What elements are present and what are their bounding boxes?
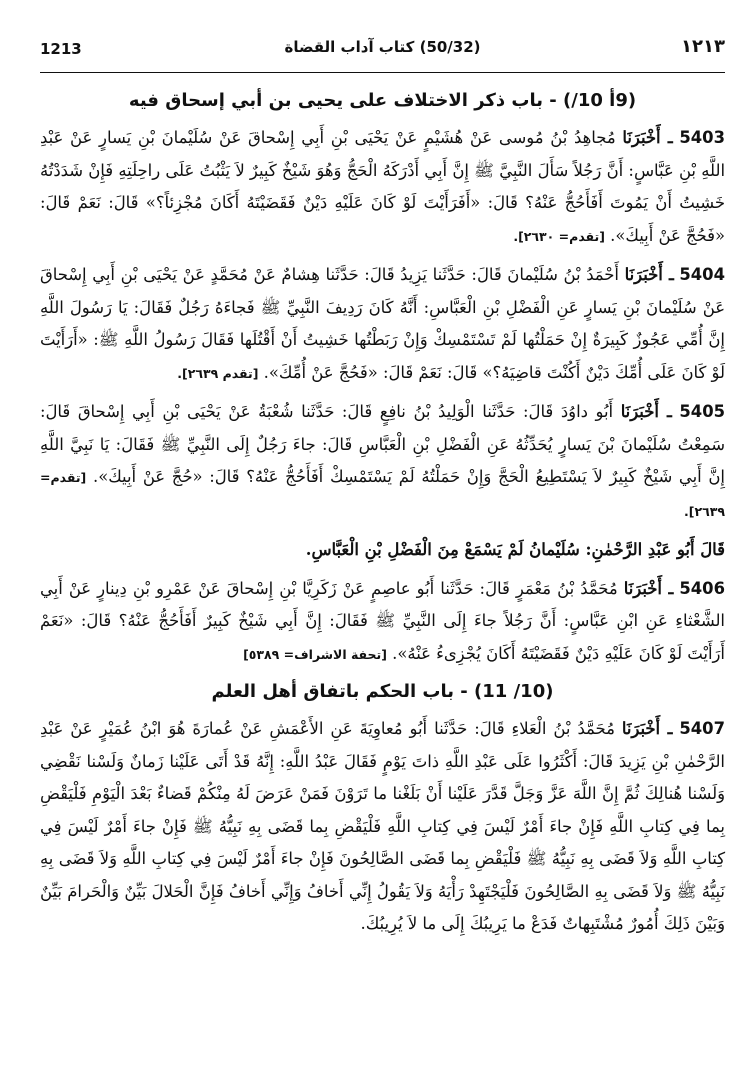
cross-reference: [تقدم= ٢٦٣٠]. [513, 228, 605, 244]
page-body [40, 86, 725, 947]
page-number-latin: 1213 [40, 40, 82, 58]
narration-formula: ـ أَخْبَرَنَا [620, 402, 672, 421]
chapter-title: (10/ 11) - باب الحكم باتفاق أهل العلم [211, 681, 554, 702]
hadith-text: أَحْمَدُ بْنُ سُلَيْمانَ قَالَ: حَدَّثَنا يَزِيدُ قَالَ: حَدَّثَنا هِشامٌ عَنْ مُحَمَّدٍ عَنْ يَحْيَى بْنِ أَبِي إِسْحاقَ عَنْ سُلَيْمانَ بْنِ يَسارٍ عَنِ الْفَضْلِ بْنِ الْعَبَّاسِ: أَنَّهُ كَانَ رَدِيفَ النَّبِيِّ ﷺ فَجاءَهُ رَجُلٌ فَقَالَ: يَا رَسُولَ اللَّهِ إِنَّ أُمِّي عَجُوزٌ كَبِيرَةٌ إِنْ حَمَلْتُها لَمْ تَسْتَمْسِكْ وَإِنْ رَبَطْتُها خَشِيتُ أَنْ أَقْتُلَها فَقَالَ رَسُولُ اللَّهِ ﷺ: «أَرَأَيْتَ لَوْ كَانَ عَلَى أُمِّكَ دَيْنٌ أَكُنْتَ قاضِيَهُ؟» قَالَ: نَعَمْ قَالَ: «فَحُجَّ عَنْ أُمِّكَ». [40, 265, 725, 382]
running-title: (50/32) كتاب آداب القضاة [284, 38, 481, 56]
hadith-5407 [40, 713, 725, 941]
hadith-5406 [40, 573, 725, 672]
hadith-number: 5404 [679, 265, 725, 284]
hadith-5404 [40, 259, 725, 390]
narration-formula: ـ أَخْبَرَنَا [623, 578, 674, 598]
hadith-number: 5403 [679, 128, 725, 147]
hadith-number: 5405 [679, 402, 726, 421]
narration-formula: ـ أَخْبَرَنَا [621, 719, 673, 738]
chapter-title: (9أ 10/) - باب ذكر الاختلاف على يحيى بن أبي إسحاق فيه [128, 90, 637, 111]
narration-formula: ـ أَخْبَرَنَا [622, 128, 673, 147]
cross-reference: [تقدم= ٢٦٣٩]. [40, 470, 725, 519]
cross-reference: [تقدم ٢٦٣٩]. [177, 365, 259, 381]
hadith-text: مُجاهِدُ بْنُ مُوسى عَنْ هُشَيْمٍ عَنْ يَحْيَى بْنِ أَبِي إِسْحاقَ عَنْ سُلَيْمانَ بْنِ يَسارٍ عَنْ عَبْدِ اللَّهِ بْنِ عَبَّاسٍ: أَنَّ رَجُلاً سَأَلَ النَّبِيَّ ﷺ إِنَّ أَبِي أَدْرَكَهُ الْحَجُّ وَهُوَ شَيْخٌ كَبِيرٌ لاَ يَثْبُتُ عَلَى راحِلَتِهِ فَإِنْ شَدَدْتُهُ خَشِيتُ أَنْ يَمُوتَ أَفَأَحُجُّ عَنْهُ؟ قَالَ: «أَفَرَأَيْتَ لَوْ كَانَ عَلَيْهِ دَيْنٌ فَقَضَيْتَهُ أَكَانَ مُجْزِئاً؟» قَالَ: نَعَمْ قَالَ: «فَحُجَّ عَنْ أَبِيكَ». [40, 128, 725, 245]
author-note: قَالَ أَبُو عَبْدِ الرَّحْمٰنِ: سُلَيْمانُ لَمْ يَسْمَعْ مِنَ الْفَضْلِ بْنِ الْعَبَّاسِ. [305, 540, 725, 559]
hadith-text: مُحَمَّدُ بْنُ مَعْمَرٍ قَالَ: حَدَّثَنا أَبُو عاصِمٍ عَنْ زَكَرِيَّا بْنِ إِسْحاقَ عَنْ عَمْرِو بْنِ دِينارٍ عَنْ أَبِي الشَّعْثاءِ عَنِ ابْنِ عَبَّاسٍ: أَنَّ رَجُلاً جاءَ إِلَى النَّبِيِّ ﷺ فَقَالَ: إِنَّ أَبِي شَيْخٌ كَبِيرٌ أَفَأَحُجُّ عَنْهُ؟ قَالَ: «نَعَمْ أَرَأَيْتَ لَوْ كَانَ عَلَيْهِ دَيْنٌ فَقَضَيْتَهُ أَكَانَ يُجْزِىءُ عَنْهُ». [40, 578, 725, 663]
hadith-number: 5406 [679, 578, 725, 598]
header-rule [40, 72, 725, 73]
page-header [40, 30, 725, 74]
hadith-text: مُحَمَّدُ بْنُ الْعَلاءِ قَالَ: حَدَّثَنا أَبُو مُعاوِيَةَ عَنِ الأَعْمَشِ عَنْ عُمارَةَ هُوَ ابْنُ عُمَيْرٍ عَنْ عَبْدِ الرَّحْمٰنِ بْنِ يَزِيدَ قَالَ: أَكْثَرُوا عَلَى عَبْدِ اللَّهِ ذاتَ يَوْمٍ فَقَالَ عَبْدُ اللَّهِ: إِنَّهُ قَدْ أَتَى عَلَيْنا زَمانٌ وَلَسْنا نَقْضِي وَلَسْنا هُنالِكَ ثُمَّ إِنَّ اللَّهَ عَزَّ وَجَلَّ قَدَّرَ عَلَيْنا أَنْ بَلَغْنا ما تَرَوْنَ فَمَنْ عَرَضَ لَهُ مِنْكُمْ قَضاءٌ بَعْدَ الْيَوْمِ فَلْيَقْضِ بِما فِي كِتابِ اللَّهِ فَإِنْ جاءَ أَمْرٌ لَيْسَ فِي كِتابِ اللَّهِ فَلْيَقْضِ بِما قَضَى بِهِ نَبِيُّهُ ﷺ فَإِنْ جاءَ أَمْرٌ لَيْسَ فِي كِتابِ اللَّهِ وَلاَ قَضَى بِهِ نَبِيُّهُ ﷺ فَلْيَقْضِ بِما قَضَى الصَّالِحُونَ فَإِنْ جاءَ أَمْرٌ لَيْسَ فِي كِتابِ اللَّهِ وَلاَ قَضَى بِهِ نَبِيُّهُ ﷺ وَلاَ قَضَى بِهِ الصَّالِحُونَ فَلْيَجْتَهِدْ رَأْيَهُ وَلاَ يَقُولُ إِنِّي أَخافُ وَإِنِّي أَخافُ فَإِنَّ الْحَلالَ بَيِّنٌ وَالْحَرامَ بَيِّنٌ وَبَيْنَ ذَلِكَ أُمُورٌ مُشْتَبِهاتٌ فَدَعْ ما يَرِيبُكَ إِلَى ما لاَ يُرِيبُكَ. [40, 719, 725, 933]
hadith-text: أَبُو داوُدَ قَالَ: حَدَّثَنا الْوَلِيدُ بْنُ نافِعٍ قَالَ: حَدَّثَنا شُعْبَةُ عَنْ يَحْيَى بْنِ أَبِي إِسْحاقَ قَالَ: سَمِعْتُ سُلَيْمانَ بْنَ يَسارٍ يُحَدِّثُهُ عَنِ الْفَضْلِ بْنِ الْعَبَّاسِ قَالَ: جاءَ رَجُلٌ إِلَى النَّبِيِّ ﷺ فَقَالَ: يَا نَبِيَّ اللَّهِ إِنَّ أَبِي شَيْخٌ كَبِيرٌ لاَ يَسْتَطِيعُ الْحَجَّ وَإِنْ حَمَلْتُهُ لَمْ يَسْتَمْسِكْ أَفَأَحُجُّ عَنْهُ؟ قَالَ: «حُجَّ عَنْ أَبِيكَ». [40, 402, 725, 486]
hadith-number: 5407 [679, 719, 725, 738]
cross-reference: [تحفة الاشراف= ٥٣٨٩] [243, 646, 387, 662]
page-number-arabic: ١٢١٣ [681, 36, 725, 57]
narration-formula: ـ أَخْبَرَنَا [624, 265, 674, 284]
hadith-5403 [40, 122, 725, 253]
hadith-5405 [40, 396, 725, 528]
